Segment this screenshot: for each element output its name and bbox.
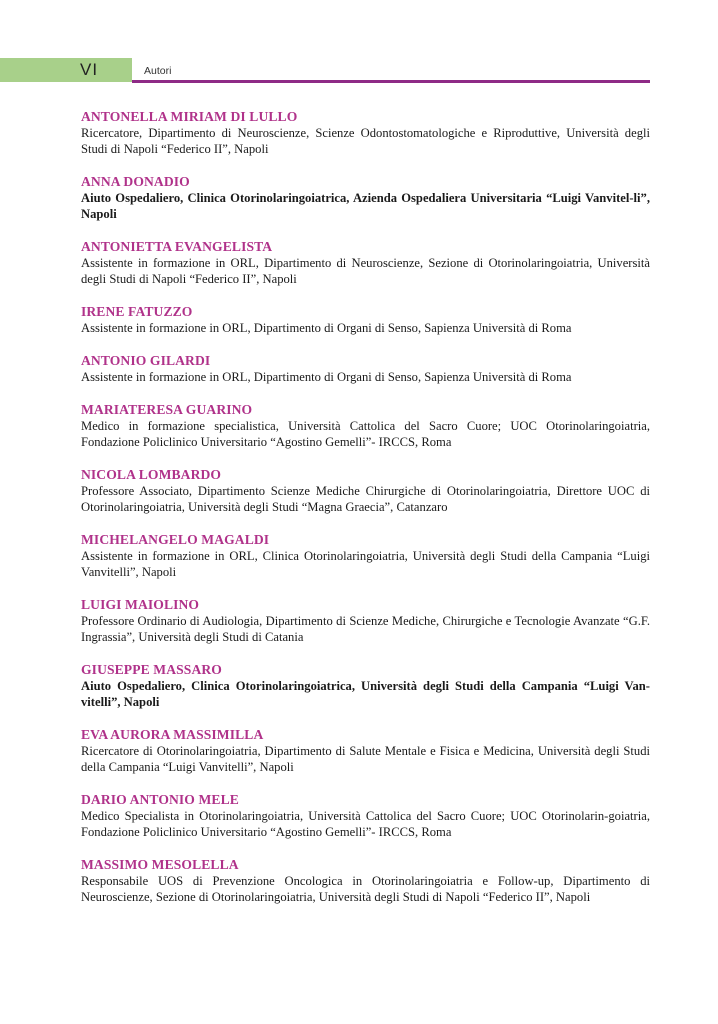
author-entry (81, 596, 650, 645)
page-number-tab (0, 58, 132, 82)
author-affiliation: Aiuto Ospedaliero, Clinica Otorinolaringoiatrica, Università degli Studi della Campania “Luigi Van-vitelli”, Napoli (81, 679, 650, 709)
author-entry (81, 791, 650, 840)
author-name: NICOLA LOMBARDO (81, 467, 222, 482)
author-entry (81, 726, 650, 775)
author-name: ANTONIETTA EVANGELISTA (81, 239, 273, 254)
header-rule (132, 80, 650, 83)
author-list (81, 108, 650, 921)
page-header (0, 58, 650, 84)
author-entry (81, 401, 650, 450)
author-name: EVA AURORA MASSIMILLA (81, 727, 264, 742)
page-number: VI (80, 60, 99, 79)
author-name: ANTONELLA MIRIAM DI LULLO (81, 109, 298, 124)
author-entry (81, 661, 650, 710)
author-entry (81, 531, 650, 580)
author-affiliation: Aiuto Ospedaliero, Clinica Otorinolaringoiatrica, Azienda Ospedaliera Universitaria “Luigi Vanvitel-li”, Napoli (81, 191, 650, 221)
author-name: ANNA DONADIO (81, 174, 190, 189)
author-name: DARIO ANTONIO MELE (81, 792, 239, 807)
author-affiliation: Ricercatore di Otorinolaringoiatria, Dipartimento di Salute Mentale e Fisica e Medicina, Università degli Studi della Campania “Luigi Vanvitelli”, Napoli (81, 744, 650, 774)
author-affiliation: Medico Specialista in Otorinolaringoiatria, Università Cattolica del Sacro Cuore; UOC Otorinolarin-goiatria, Fondazione Policlinico Universitario “Agostino Gemelli”- IRCCS, Roma (81, 809, 650, 839)
author-name: MICHELANGELO MAGALDI (81, 532, 270, 547)
author-affiliation: Professore Associato, Dipartimento Scienze Mediche Chirurgiche di Otorinolaringoiatria, Direttore UOC di Otorinolaringoiatria, Università degli Studi “Magna Graecia”, Catanzaro (81, 484, 650, 514)
author-entry (81, 352, 650, 385)
author-entry (81, 303, 650, 336)
author-entry (81, 108, 650, 157)
author-affiliation: Assistente in formazione in ORL, Dipartimento di Organi di Senso, Sapienza Università di Roma (81, 370, 572, 384)
author-entry (81, 466, 650, 515)
author-affiliation: Medico in formazione specialistica, Università Cattolica del Sacro Cuore; UOC Otorinolaringoiatria, Fondazione Policlinico Universitario “Agostino Gemelli”- IRCCS, Roma (81, 419, 650, 449)
author-name: IRENE FATUZZO (81, 304, 193, 319)
author-name: ANTONIO GILARDI (81, 353, 211, 368)
author-name: GIUSEPPE MASSARO (81, 662, 222, 677)
section-title: Autori (144, 65, 172, 77)
author-entry (81, 238, 650, 287)
author-entry (81, 856, 650, 905)
author-affiliation: Professore Ordinario di Audiologia, Dipartimento di Scienze Mediche, Chirurgiche e Tecnologie Avanzate “G.F. Ingrassia”, Università degli Studi di Catania (81, 614, 650, 644)
author-affiliation: Assistente in formazione in ORL, Clinica Otorinolaringoiatria, Università degli Studi della Campania “Luigi Vanvitelli”, Napoli (81, 549, 650, 579)
author-affiliation: Assistente in formazione in ORL, Dipartimento di Organi di Senso, Sapienza Università di Roma (81, 321, 572, 335)
author-affiliation: Ricercatore, Dipartimento di Neuroscienze, Scienze Odontostomatologiche e Riproduttive, Università degli Studi di Napoli “Federico II”, Napoli (81, 126, 650, 156)
author-name: LUIGI MAIOLINO (81, 597, 200, 612)
author-entry (81, 173, 650, 222)
author-affiliation: Assistente in formazione in ORL, Dipartimento di Neuroscienze, Sezione di Otorinolaringoiatria, Università degli Studi di Napoli “Federico II”, Napoli (81, 256, 650, 286)
author-affiliation: Responsabile UOS di Prevenzione Oncologica in Otorinolaringoiatria e Follow-up, Dipartimento di Neuroscienze, Sezione di Otorinolaringoiatria, Università degli Studi di Napoli “Federico II”, Napoli (81, 874, 650, 904)
author-name: MASSIMO MESOLELLA (81, 857, 239, 872)
author-name: MARIATERESA GUARINO (81, 402, 253, 417)
